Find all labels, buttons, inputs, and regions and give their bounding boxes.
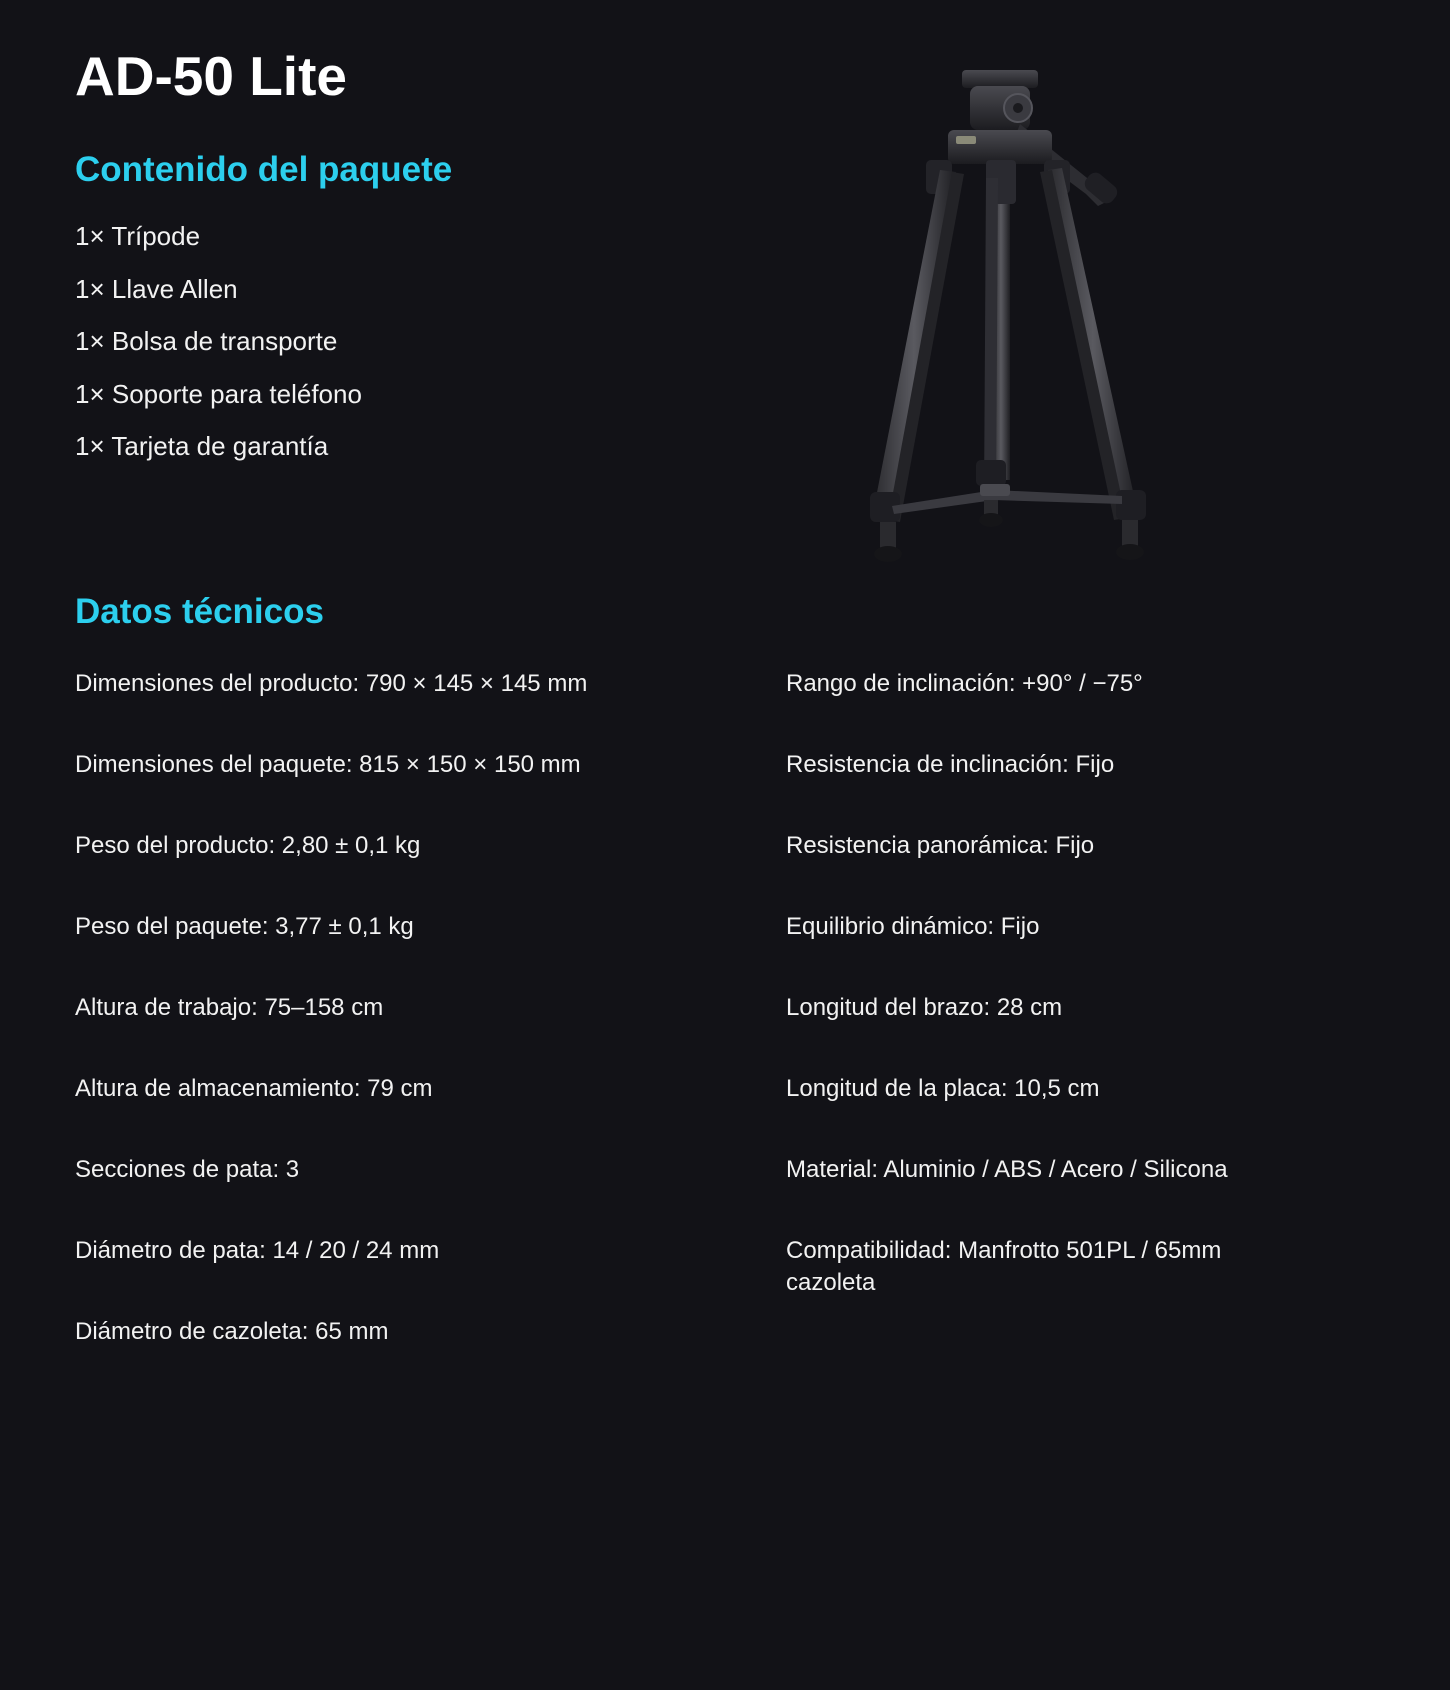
product-title: AD-50 Lite (75, 45, 347, 107)
spec-item: Longitud de la placa: 10,5 cm (786, 1075, 1100, 1102)
spec-item: Altura de almacenamiento: 79 cm (75, 1075, 433, 1102)
tripod-image (840, 60, 1190, 620)
spec-item: Compatibilidad: Manfrotto 501PL / 65mm cazoleta (786, 1237, 1222, 1296)
specs-list-left (75, 668, 715, 1397)
spec-item: Longitud del brazo: 28 cm (786, 994, 1063, 1021)
package-contents-list (75, 220, 362, 483)
package-item: 1× Llave Allen (75, 273, 238, 304)
spec-item: Altura de trabajo: 75–158 cm (75, 994, 384, 1021)
specs-list-right (786, 668, 1266, 1316)
spec-item: Peso del producto: 2,80 ± 0,1 kg (75, 832, 421, 859)
spec-item: Diámetro de cazoleta: 65 mm (75, 1318, 389, 1345)
package-item: 1× Soporte para teléfono (75, 378, 362, 409)
spec-item: Equilibrio dinámico: Fijo (786, 913, 1040, 940)
spec-item: Resistencia de inclinación: Fijo (786, 751, 1115, 778)
tripod-icon (840, 60, 1190, 620)
package-contents-heading: Contenido del paquete (75, 150, 453, 189)
spec-item: Dimensiones del producto: 790 × 145 × 145 mm (75, 670, 588, 697)
spec-item: Dimensiones del paquete: 815 × 150 × 150 mm (75, 751, 581, 778)
package-item: 1× Bolsa de transporte (75, 326, 338, 356)
spec-item: Peso del paquete: 3,77 ± 0,1 kg (75, 913, 414, 940)
spec-item: Material: Aluminio / ABS / Acero / Silicona (786, 1156, 1228, 1183)
spec-item: Secciones de pata: 3 (75, 1156, 300, 1183)
package-item: 1× Tarjeta de garantía (75, 431, 329, 461)
technical-specs-heading: Datos técnicos (75, 592, 324, 631)
spec-item: Resistencia panorámica: Fijo (786, 832, 1095, 859)
package-item: 1× Trípode (75, 221, 201, 251)
spec-item: Diámetro de pata: 14 / 20 / 24 mm (75, 1237, 440, 1264)
spec-item: Rango de inclinación: +90° / −75° (786, 670, 1143, 697)
